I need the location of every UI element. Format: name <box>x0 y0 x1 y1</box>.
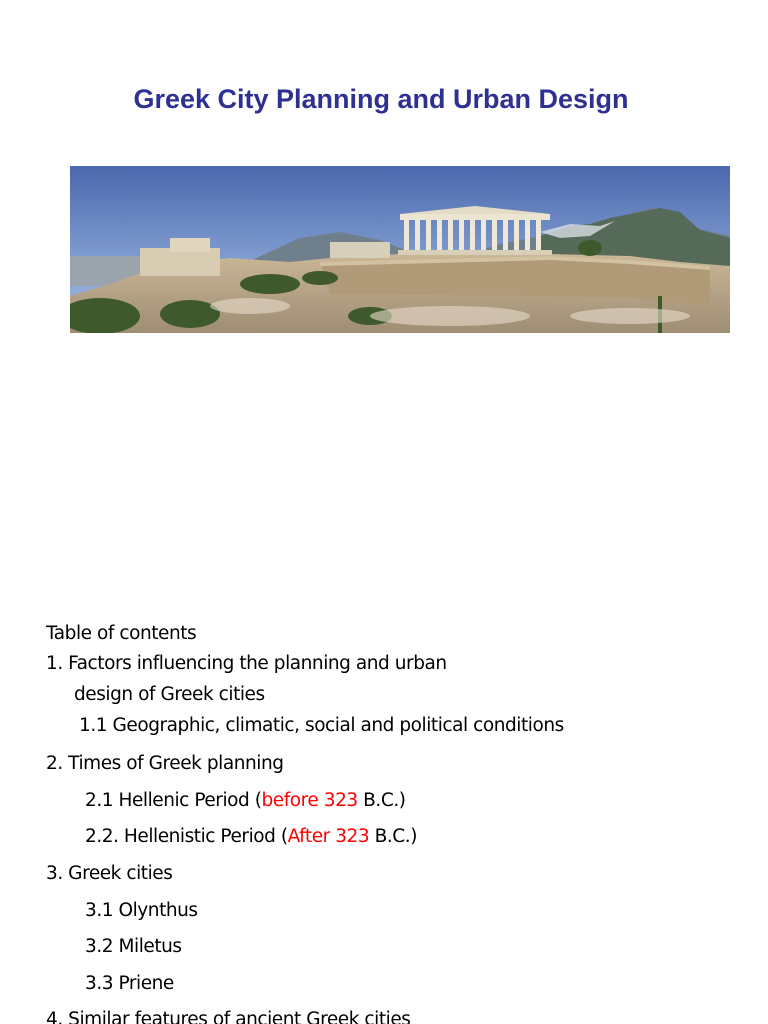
toc-item-4: 4. Similar features of ancient Greek cities <box>46 1009 411 1024</box>
toc-item-1-continued: design of Greek cities <box>74 684 265 705</box>
toc-item-2-2-suffix: B.C.) <box>369 826 417 847</box>
toc-item-2-1 <box>85 788 406 814</box>
toc-item-1: 1. Factors influencing the planning and urban <box>46 653 447 674</box>
toc-item-2-1-suffix: B.C.) <box>357 790 406 811</box>
toc-item-2: 2. Times of Greek planning <box>46 753 284 774</box>
page-title: Greek City Planning and Urban Design <box>133 84 629 114</box>
toc-item-2-1-prefix: 2.1 Hellenic Period ( <box>85 790 262 811</box>
toc-item-2-2-prefix: 2.2. Hellenistic Period ( <box>85 826 288 847</box>
toc-item-3-3: 3.3 Priene <box>85 973 174 994</box>
toc-item-3-2: 3.2 Miletus <box>85 936 182 957</box>
toc-item-2-2 <box>85 824 417 850</box>
toc-item-1-1: 1.1 Geographic, climatic, social and political conditions <box>79 715 564 736</box>
toc-heading: Table of contents <box>46 623 197 644</box>
toc-item-2-2-date: After 323 <box>287 826 370 847</box>
toc-item-3-1: 3.1 Olynthus <box>85 900 198 921</box>
toc-item-3: 3. Greek cities <box>46 863 173 884</box>
toc-item-2-1-date: before 323 <box>261 790 358 811</box>
